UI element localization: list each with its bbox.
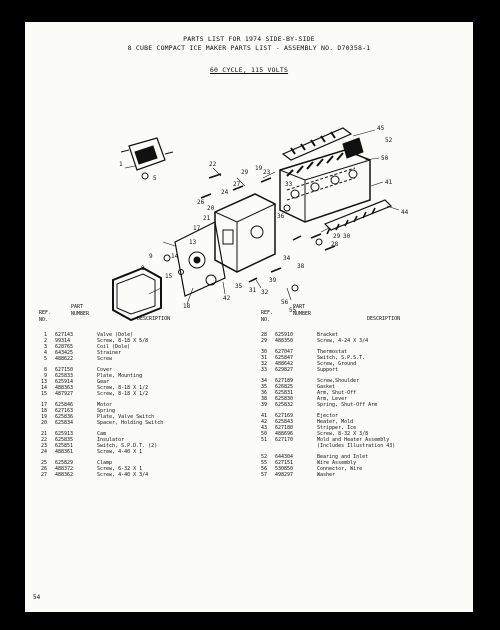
ref-number: 4 [43,350,47,356]
callout-50: 50 [381,155,389,162]
part-description: Coil (Dole) [97,344,131,350]
callout-23: 23 [263,169,271,176]
ref-number: 27 [40,472,47,478]
ref-number: 25 [40,460,47,466]
callout-35: 35 [235,283,243,290]
ref-number: 39 [260,402,267,408]
callout-19: 19 [255,165,263,172]
ref-number: 3 [43,344,47,350]
part-number: 625910 [275,332,294,338]
part-number: 643425 [55,350,74,356]
part-description: Screw, 4-40 X 3/4 [97,472,149,478]
callout-42: 42 [223,295,231,302]
water-valve [121,138,173,179]
title-line-1: PARTS LIST FOR 1974 SIDE-BY-SIDE [183,35,315,43]
part-number: 627189 [275,378,294,384]
ref-number: 19 [40,414,47,420]
ref-number: 8 [43,367,47,373]
callout-27: 27 [233,181,241,188]
part-number: 625834 [55,420,74,426]
ref-number: 9 [43,373,47,379]
callout-1: 1 [119,161,123,168]
part-number: 625843 [275,419,294,425]
ref-number: 31 [260,355,267,361]
part-description: Mold and Heater Assembly [317,437,390,443]
callout-33: 33 [285,181,293,188]
part-number: 628765 [55,344,74,350]
part-description: Screw, 4-40 X 1 [97,449,143,455]
part-description: Spring [97,408,116,414]
mounting-plate [175,222,225,296]
callout-56: 56 [281,299,289,306]
part-description: Gasket [317,384,336,390]
part-description: Plate, Mounting [97,373,143,379]
part-number: 627169 [275,413,294,419]
part-header-left: PART NUMBER [71,304,90,317]
parts-row [247,338,473,344]
callout-52: 52 [385,137,393,144]
part-description: Switch, S.P.S.T. [317,355,366,361]
ref-number [247,443,275,449]
callout-30: 30 [343,233,351,240]
ref-number: 24 [40,449,47,455]
part-number: 488362 [55,472,74,478]
callout-18: 18 [183,303,191,310]
ref-header-right: REF. NO. [261,310,274,323]
part-description: Thermostat [317,349,348,355]
motor-cover [113,268,161,320]
parts-row [27,472,255,478]
ref-number: 38 [260,396,267,402]
part-number: 627170 [275,437,294,443]
callout-8: 8 [141,265,145,272]
callout-44: 44 [401,209,409,216]
part-description: Wire Assembly [317,460,357,466]
part-number: 627150 [55,367,74,373]
ref-number: 43 [260,425,267,431]
part-description: Arm, Shut-Off [317,390,357,396]
ref-number: 57 [260,472,267,478]
page-number: 54 [33,594,41,601]
ref-number: 17 [40,402,47,408]
callout-9: 9 [149,253,153,260]
part-number: 488350 [275,338,294,344]
part-number: 488372 [55,466,74,472]
part-description: Valve (Dole) [97,332,134,338]
callout-15: 15 [165,273,173,280]
part-number: 629827 [275,367,294,373]
part-description: Strainer [97,350,122,356]
callout-36: 36 [277,213,285,220]
parts-table-left [27,332,255,478]
callout-17: 17 [193,225,201,232]
parts-row [247,402,473,408]
ref-number: 21 [40,431,47,437]
part-number: 625847 [275,355,294,361]
parts-table-right [247,332,473,478]
parts-list-page [25,22,473,612]
part-description: Screw, 8-18 X 1/2 [97,385,149,391]
ref-number: 28 [260,332,267,338]
part-description: Insulator [97,437,125,443]
part-description: Screw, 6-32 X 1 [97,466,143,472]
parts-row [27,356,255,362]
ref-number: 30 [260,349,267,355]
part-description: Cover [97,367,113,373]
part-description: Connector, Wire [317,466,363,472]
ref-number: 42 [260,419,267,425]
part-description: Bearing and Inlet [317,454,369,460]
part-number: 487927 [55,391,74,397]
ref-number: 15 [40,391,47,397]
callout-41: 41 [385,179,393,186]
part-number: 625829 [55,460,74,466]
part-number: 99314 [55,338,71,344]
part-number: 488363 [55,385,74,391]
part-description: (Includes Illustration 43) [317,443,396,449]
ice-stripper-comb [325,200,391,234]
title-line-3: 60 CYCLE, 115 VOLTS [209,66,289,74]
part-description: Plate, Valve Switch [97,414,155,420]
part-description: Clamp [97,460,113,466]
parts-row [27,449,255,455]
ref-number: 14 [40,385,47,391]
part-number: 627047 [275,349,294,355]
callout-32: 32 [261,289,269,296]
ref-number: 41 [260,413,267,419]
callout-22: 22 [209,161,217,168]
part-number: 530850 [275,466,294,472]
parts-row [27,420,255,426]
parts-row [247,443,473,449]
part-number: 627163 [55,408,74,414]
part-description: Screw, Ground [317,361,357,367]
part-number [275,443,317,449]
ref-number: 18 [40,408,47,414]
part-number: 625913 [55,431,74,437]
part-description: Screw, 8-32 X 3/8 [317,431,369,437]
callout-55: 55 [289,307,297,314]
callout-29b: 29 [241,169,249,176]
part-number: 625832 [275,402,294,408]
part-header-right: PART NUMBER [293,304,312,317]
part-number: 627151 [275,460,294,466]
part-number: 625833 [55,373,74,379]
part-description: Ejector [317,413,339,419]
part-description: Cam [97,431,107,437]
ref-number: 36 [260,390,267,396]
ref-number: 51 [260,437,267,443]
control-housing [215,194,275,272]
ref-number: 20 [40,420,47,426]
ref-number: 33 [260,367,267,373]
ref-number: 29 [260,338,267,344]
part-number: 498297 [275,472,294,478]
ref-number: 5 [43,356,47,362]
part-description: Screw, 8-18 X 5/8 [97,338,149,344]
exploded-parts-diagram [25,82,473,322]
ref-number: 56 [260,466,267,472]
small-parts [164,174,335,291]
desc-header-left: DESCRIPTION [137,316,171,322]
parts-row [27,391,255,397]
ref-number: 22 [40,437,47,443]
part-description: Stripper, Ice [317,425,357,431]
callout-20: 20 [207,205,215,212]
desc-header-right: DESCRIPTION [367,316,401,322]
part-number: 488361 [55,449,74,455]
part-description: Bracket [317,332,339,338]
part-description: Gear [97,379,110,385]
callout-14: 14 [171,253,179,260]
part-description: Heater, Mold [317,419,354,425]
ref-number: 2 [43,338,47,344]
callout-34: 34 [283,255,291,262]
part-number: 625846 [55,402,74,408]
part-description: Screw, 8-18 X 1/2 [97,391,149,397]
part-number: 488622 [55,356,74,362]
part-description: Motor [97,402,113,408]
parts-row [247,367,473,373]
part-number: 625830 [275,396,294,402]
callout-31: 31 [249,287,257,294]
ref-number: 52 [260,454,267,460]
callout-38: 38 [297,263,305,270]
ref-number: 13 [40,379,47,385]
ref-number: 35 [260,384,267,390]
title-line-2: 8 CUBE COMPACT ICE MAKER PARTS LIST - ASSEMBLY NO. D70358-1 [127,44,371,52]
callout-39: 39 [269,277,277,284]
callout-29: 29 [333,233,341,240]
parts-row [247,472,473,478]
part-number: 625831 [275,390,294,396]
ref-number: 50 [260,431,267,437]
part-description: Spring, Shut-Off Arm [317,402,378,408]
part-description: Switch, S.P.D.T. (2) [97,443,158,449]
callout-45: 45 [377,125,385,132]
part-description: Screw,Shoulder [317,378,360,384]
part-number: 488642 [275,361,294,367]
callout-26: 26 [197,199,205,206]
callout-21: 21 [203,215,211,222]
callout-13: 13 [189,239,197,246]
part-number: 627143 [55,332,74,338]
part-description: Spacer, Holding Switch [97,420,164,426]
ref-number: 32 [260,361,267,367]
part-number: 625914 [55,379,74,385]
part-number: 488696 [275,431,294,437]
part-number: 627180 [275,425,294,431]
part-number: 625835 [55,437,74,443]
part-number: 626825 [275,384,294,390]
ref-number: 34 [260,378,267,384]
callout-24: 24 [221,189,229,196]
part-description: Screw, 4-24 X 3/4 [317,338,369,344]
ref-number: 26 [40,466,47,472]
ref-header-left: REF. NO. [39,310,52,323]
ref-number: 1 [43,332,47,338]
part-description: Washer [317,472,336,478]
part-number: 625836 [55,414,74,420]
callout-28: 28 [331,241,339,248]
callout-5: 5 [153,175,157,182]
part-description: Arm, Lever [317,396,348,402]
ref-number: 55 [260,460,267,466]
part-description: Screw [97,356,113,362]
part-number: 644304 [275,454,294,460]
part-description: Support [317,367,339,373]
bearing-inlet [343,138,363,158]
ref-number: 23 [40,443,47,449]
part-number: 625851 [55,443,74,449]
